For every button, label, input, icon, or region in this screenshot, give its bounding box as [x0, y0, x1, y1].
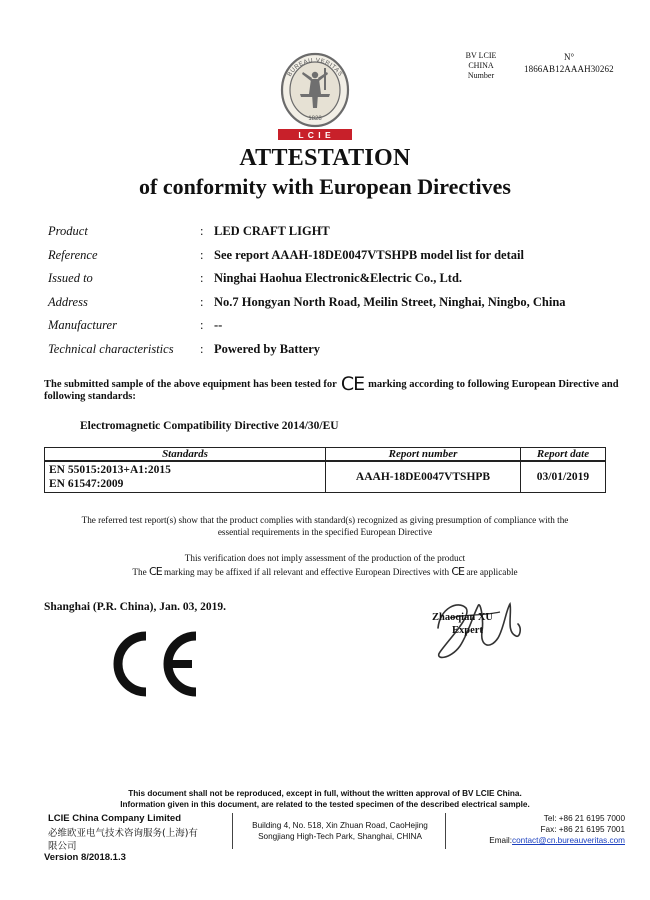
table-header-row [45, 448, 606, 462]
logo-year: 1828 [308, 116, 322, 122]
info-colon: : [200, 318, 204, 333]
standard-item: EN 55015:2013+A1:2015 [49, 464, 171, 476]
signatory-role: Expert [452, 625, 483, 636]
report-number-cell: AAAH-18DE0047VTSHPB [326, 461, 521, 493]
compliance-note [40, 514, 610, 538]
info-row-address [48, 295, 628, 319]
info-label: Issued to [48, 271, 93, 286]
column-header-standards: Standards [45, 448, 326, 462]
info-label: Manufacturer [48, 318, 117, 333]
info-label: Address [48, 294, 88, 309]
info-value: LED CRAFT LIGHT [214, 224, 330, 238]
footer-divider [232, 813, 233, 849]
header-issuer-line: BV LCIE [465, 51, 497, 60]
info-row-reference [48, 248, 628, 272]
footer-company-name-cn: 必维欧亚电气技术咨询服务(上海)有 [48, 828, 198, 839]
footer-address [240, 820, 440, 842]
footer-fax: Fax: +86 21 6195 7001 [540, 825, 625, 834]
document-title: ATTESTATION [239, 145, 411, 171]
info-label: Product [48, 224, 88, 238]
column-header-report-number: Report number [326, 448, 521, 462]
compliance-note-line: essential requirements in the specified European Directive [217, 527, 433, 537]
ce-mark-icon: CE [149, 565, 162, 578]
info-colon: : [200, 247, 204, 262]
footer-company-name-cn: 限公司 [48, 841, 77, 852]
info-row-manufacturer [48, 318, 628, 342]
verification-text-c: are applicable [466, 567, 518, 577]
info-value: No.7 Hongyan North Road, Meilin Street, Ninghai, Ningbo, China [214, 294, 566, 309]
statement-part2: marking according to following European Directive and following standards: [44, 379, 619, 402]
footer-email-row [450, 835, 625, 846]
header-number-label: N° [564, 52, 575, 62]
info-row-product [48, 224, 628, 248]
report-date-cell: 03/01/2019 [521, 461, 606, 493]
document-subtitle: of conformity with European Directives [139, 174, 511, 199]
info-value: See report AAAH-18DE0047VTSHPB model list for detail [214, 247, 524, 262]
product-info [48, 224, 628, 366]
footer-tel: Tel: +86 21 6195 7000 [543, 814, 625, 823]
info-colon: : [200, 341, 204, 356]
bureau-veritas-lcie-logo [274, 50, 356, 142]
verification-note [40, 552, 610, 579]
info-colon: : [200, 271, 204, 286]
compliance-note-line: The referred test report(s) show that the product complies with standard(s) recognized as giving presumption of compliance with the [81, 515, 569, 525]
footer-divider [445, 813, 446, 849]
info-label: Reference [48, 247, 98, 262]
header-issuer-block [452, 51, 510, 81]
standard-item: EN 61547:2009 [49, 478, 124, 490]
place-and-date: Shanghai (P.R. China), Jan. 03, 2019. [44, 601, 227, 613]
ce-mark-large-icon [106, 628, 202, 700]
header-number-value: 1866AB12AAAH30262 [524, 64, 614, 74]
verification-text-b: marking may be affixed if all relevant and effective European Directives with [163, 567, 450, 577]
footer-note: Information given in this document, are related to the tested specimen of the described electrical sample. [120, 800, 530, 809]
standards-cell [45, 461, 326, 493]
footer-email-link[interactable]: contact@cn.bureauveritas.com [512, 836, 625, 845]
logo-bar-text: L C I E [298, 130, 332, 140]
table-row [45, 461, 606, 493]
info-colon: : [200, 224, 204, 238]
verification-line1: This verification does not imply assessment of the production of the product [184, 553, 466, 563]
verification-line2 [40, 565, 610, 579]
info-label: Technical characteristics [48, 341, 174, 356]
footer-address-line: Songjiang High-Tech Park, Shanghai, CHINA [258, 832, 422, 841]
column-header-report-date: Report date [521, 448, 606, 462]
footer-address-line: Building 4, No. 518, Xin Zhuan Road, CaoHejing [252, 821, 428, 830]
signatory-name: Zhaoqian XU [432, 612, 493, 623]
ce-mark-icon: CE [340, 373, 365, 395]
statement-part1: The submitted sample of the above equipment has been tested for [44, 379, 337, 390]
info-colon: : [200, 294, 204, 309]
directive-name: Electromagnetic Compatibility Directive 2014/30/EU [80, 420, 339, 432]
footer-contact [450, 813, 625, 846]
test-statement [44, 373, 624, 403]
logo-ring-text: BUREAU VERITAS [286, 57, 344, 78]
verification-text-a: The [132, 567, 147, 577]
info-value: Ninghai Haohua Electronic&Electric Co., Ltd. [214, 271, 463, 286]
header-issuer-line: Number [467, 71, 495, 80]
info-row-issued-to [48, 271, 628, 295]
footer-version: Version 8/2018.1.3 [44, 852, 126, 863]
footer-email-label: Email: [489, 836, 513, 845]
info-value: -- [214, 318, 223, 333]
info-value: Powered by Battery [214, 341, 320, 356]
ce-mark-icon: CE [451, 565, 465, 578]
standards-table [44, 447, 606, 493]
footer-note: This document shall not be reproduced, except in full, without the written approval of BV LCIE China. [128, 789, 522, 798]
header-issuer-line: CHINA [468, 61, 494, 70]
info-row-technical-characteristics [48, 342, 628, 366]
footer-company-name: LCIE China Company Limited [48, 813, 182, 824]
